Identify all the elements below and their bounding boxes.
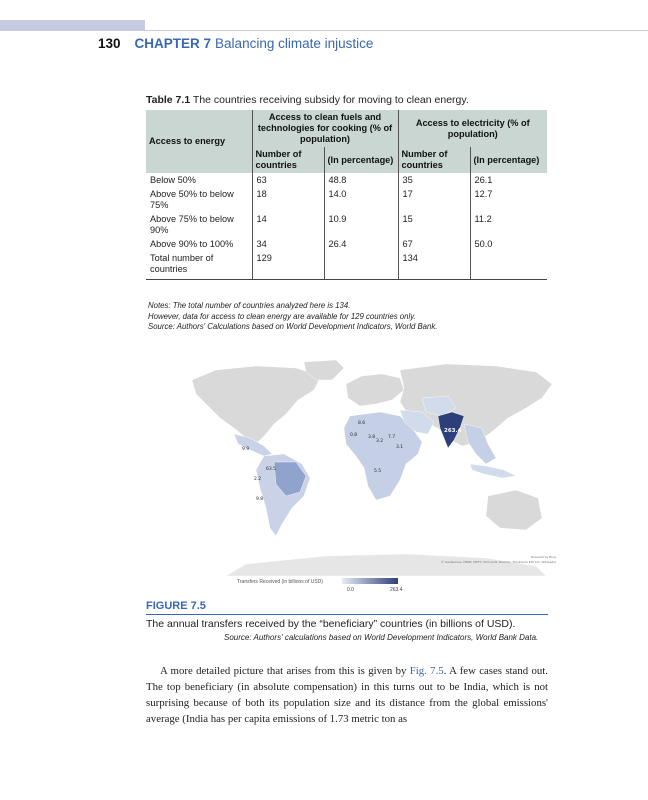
fuels-percent: 10.9	[324, 212, 398, 237]
body-text	[146, 663, 548, 727]
note-line: Notes: The total number of countries analyzed here is 134.	[148, 301, 351, 310]
label-argentina: 9.8	[256, 497, 264, 502]
elec-percent: 50.0	[470, 237, 547, 251]
legend-gradient	[342, 578, 398, 584]
legend-min: 0.0	[347, 587, 354, 593]
sub-fuels-number: Number of countries	[252, 147, 324, 173]
fuels-percent: 26.4	[324, 237, 398, 251]
col-electricity: Access to electricity (% of population)	[398, 110, 547, 147]
row-label: Above 50% to below 75%	[150, 188, 234, 210]
elec-number: 134	[398, 251, 470, 279]
row-label: Total number of countries	[146, 251, 252, 279]
label-peru: 2.2	[254, 477, 262, 482]
label-east-africa: 3.2	[376, 439, 384, 444]
label-south-africa: 5.5	[374, 469, 382, 474]
elec-percent: 11.2	[470, 212, 547, 237]
elec-percent: 12.7	[470, 187, 547, 212]
col-access-energy: Access to energy	[146, 110, 252, 173]
figure-source: Source: Authors' calculations based on World Development Indicators, World Bank Data.	[224, 633, 539, 642]
indonesia-region	[470, 464, 516, 478]
figure-caption: The annual transfers received by the “beneficiary” countries (in billions of USD).	[146, 618, 516, 630]
world-choropleth-map	[186, 358, 562, 578]
label-horn-africa: 7.7	[388, 435, 396, 440]
fuels-number: 63	[252, 173, 324, 187]
fuels-number: 14	[252, 212, 324, 237]
table-label: Table 7.1	[146, 94, 191, 106]
legend-max: 263.4	[390, 587, 403, 593]
elec-percent: 26.1	[470, 173, 547, 187]
label-central-america: 9.9	[242, 447, 250, 452]
chapter-title: Balancing climate injustice	[215, 36, 374, 51]
paragraph	[146, 663, 548, 727]
table-title: The countries receiving subsidy for moving to clean energy.	[192, 94, 469, 106]
fuels-percent	[324, 251, 398, 279]
label-brazil: 63.5	[266, 467, 277, 472]
table-row	[146, 212, 547, 237]
figure-label: FIGURE 7.5	[146, 600, 206, 612]
legend-title: Transfers Received (in billions of USD)	[237, 579, 323, 585]
label-mideast: 3.1	[396, 445, 404, 450]
row-label: Above 75% to below 90%	[150, 213, 234, 235]
europe	[346, 374, 404, 406]
table-row	[146, 187, 547, 212]
table-row	[146, 251, 547, 279]
table-caption	[146, 94, 469, 106]
subsidy-table	[146, 110, 547, 280]
figure-reference-link[interactable]: Fig. 7.5	[409, 665, 444, 677]
elec-number: 17	[398, 187, 470, 212]
sub-elec-percent: (In percentage)	[470, 147, 547, 173]
australia	[486, 490, 542, 530]
paragraph-text-2: . A few cases stand out. The top beneficiary (in absolute compensation) in this turns out to be India, which is not surprising because of both its population size and its distance from the global emissions' average (India has per capita emissions of 1.73 metric ton as	[146, 665, 548, 725]
page-number: 130	[98, 36, 121, 51]
elec-number: 35	[398, 173, 470, 187]
map-credit-line-2: © GeoNames, HERE, MSFT, Microsoft, NavInfo, Thinkware Extract, Wikipedia	[441, 560, 556, 564]
figure-rule	[146, 614, 548, 615]
fuels-number: 129	[252, 251, 324, 279]
table-notes	[148, 301, 437, 333]
row-label: Above 90% to 100%	[150, 238, 234, 249]
elec-percent	[470, 251, 547, 279]
running-header	[98, 36, 373, 51]
label-west-africa: 0.8	[350, 433, 358, 438]
antarctica	[226, 554, 546, 576]
label-india: 263.4	[444, 428, 462, 434]
north-america	[192, 366, 321, 442]
sub-fuels-percent: (In percentage)	[324, 147, 398, 173]
paragraph-text-1: A more detailed picture that arises from this is given by	[160, 665, 410, 677]
fuels-percent: 48.8	[324, 173, 398, 187]
label-central-africa: 3.8	[368, 435, 376, 440]
row-label: Below 50%	[150, 174, 196, 185]
map-credit	[441, 555, 556, 564]
note-line: However, data for access to clean energy are available for 129 countries only.	[148, 311, 416, 321]
header-rule	[145, 30, 648, 31]
fuels-number: 34	[252, 237, 324, 251]
map-credit-line-1: Powered by Bing	[530, 555, 556, 559]
header-accent-bar	[0, 20, 145, 31]
chapter-label: CHAPTER 7	[134, 36, 212, 51]
elec-number: 15	[398, 212, 470, 237]
fuels-number: 18	[252, 187, 324, 212]
label-north-africa: 8.6	[358, 421, 366, 426]
fuels-percent: 14.0	[324, 187, 398, 212]
col-clean-fuels: Access to clean fuels and technologies for cooking (% of population)	[252, 110, 398, 147]
table-row	[146, 173, 547, 187]
elec-number: 67	[398, 237, 470, 251]
note-line: Source: Authors' Calculations based on World Development Indicators, World Bank.	[148, 322, 438, 331]
sub-elec-number: Number of countries	[398, 147, 470, 173]
table-row	[146, 237, 547, 251]
